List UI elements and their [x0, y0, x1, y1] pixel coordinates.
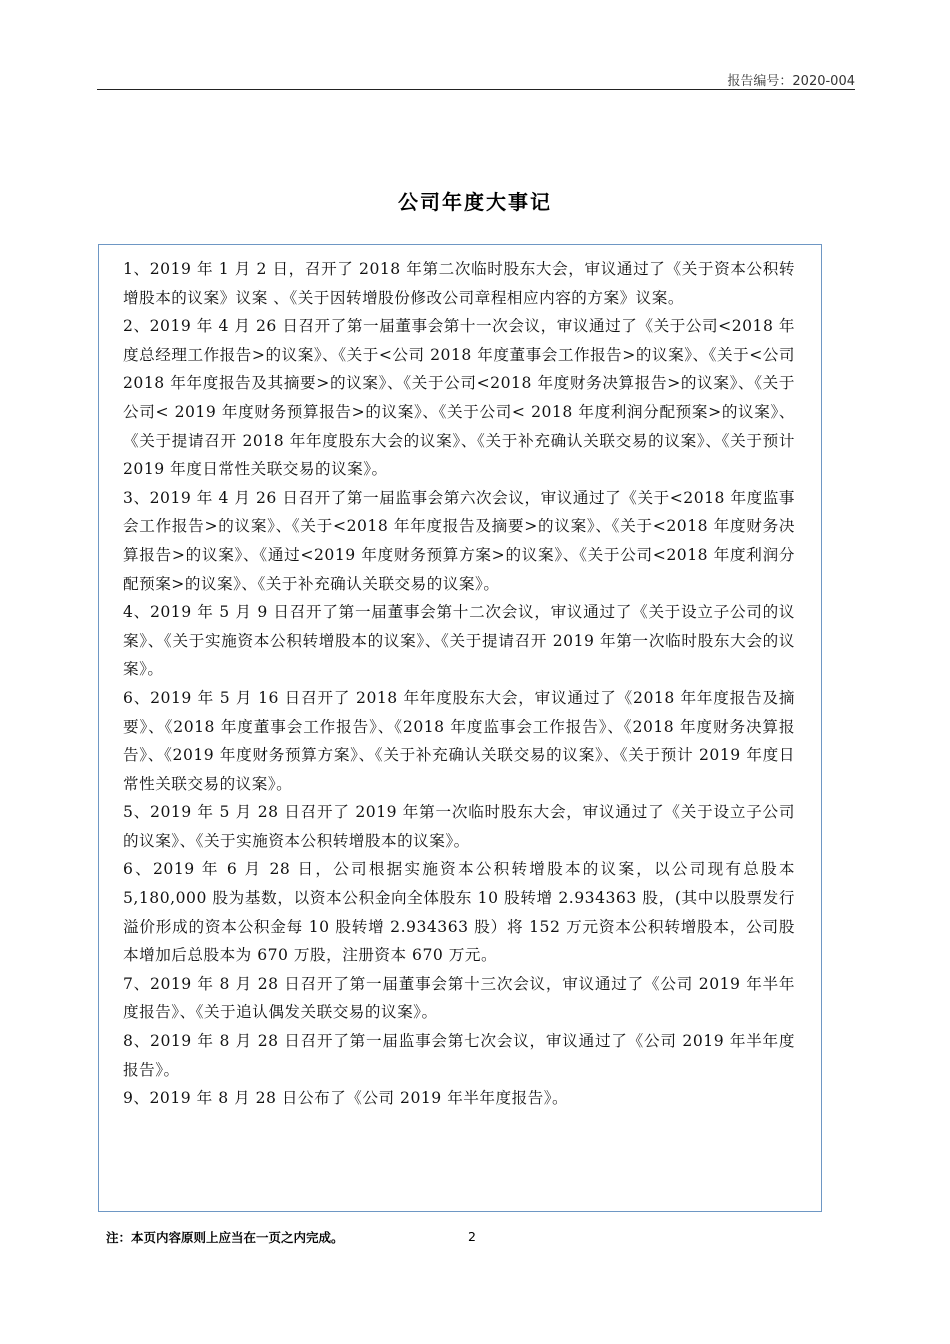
event-item: 8、2019 年 8 月 28 日召开了第一届监事会第七次会议，审议通过了《公司 2019 年半年度报告》。 [123, 1032, 795, 1079]
report-number: 报告编号：2020-004 [727, 74, 855, 89]
event-item: 6、2019 年 6 月 28 日，公司根据实施资本公积转增股本的议案，以公司现有总股本 5,180,000 股为基数，以资本公积金向全体股东 10 股转增 2.934363 股，(其中以股票发行溢价形成的资本公积金每 10 股转增 2.934363 股）将 152 万元资本公积转增股本，公司股本增加后总股本为 670 万股，注册资本 670 万元。 [123, 860, 795, 965]
event-item: 6、2019 年 5 月 16 日召开了 2018 年年度股东大会，审议通过了《2018 年年度报告及摘要》、《2018 年度董事会工作报告》、《2018 年度监事会工作报告》、《2018 年度财务决算报告》、《2019 年度财务预算方案》、《关于补充确认关联交易的议案》、《关于预计 2019 年度日常性关联交易的议案》。 [123, 688, 795, 793]
event-item: 9、2019 年 8 月 28 日公布了《公司 2019 年半年度报告》。 [123, 1089, 569, 1108]
page-title: 公司年度大事记 [398, 190, 552, 214]
event-item: 1、2019 年 1 月 2 日，召开了 2018 年第二次临时股东大会，审议通过了《关于资本公积转增股本的议案》议案 、《关于因转增股份修改公司章程相应内容的方案》议案。 [123, 260, 795, 307]
event-item: 7、2019 年 8 月 28 日召开了第一届董事会第十三次会议，审议通过了《公司 2019 年半年度报告》、《关于追认偶发关联交易的议案》。 [123, 974, 795, 1022]
header-divider [97, 89, 855, 90]
event-item: 3、2019 年 4 月 26 日召开了第一届监事会第六次会议，审议通过了《关于<2018 年度监事会工作报告>的议案》、《关于<2018 年年度报告及摘要>的议案》、《关于<2018 年度财务决算报告>的议案》、《通过<2019 年度财务预算方案>的议案》、《关于公司<2018 年度利润分配预案>的议案》、《关于补充确认关联交易的议案》。 [123, 488, 795, 593]
footer-note: 注：本页内容原则上应当在一页之内完成。 [106, 1230, 344, 1245]
events-list [123, 255, 795, 1113]
event-item: 5、2019 年 5 月 28 日召开了 2019 年第一次临时股东大会，审议通过了《关于设立子公司的议案》、《关于实施资本公积转增股本的议案》。 [123, 803, 795, 850]
page-number: 2 [468, 1229, 476, 1244]
event-item: 4、2019 年 5 月 9 日召开了第一届董事会第十二次会议，审议通过了《关于设立子公司的议案》、《关于实施资本公积转增股本的议案》、《关于提请召开 2019 年第一次临时股东大会的议案》。 [123, 603, 795, 679]
event-item: 2、2019 年 4 月 26 日召开了第一届董事会第十一次会议，审议通过了《关于公司<2018 年度总经理工作报告>的议案》、《关于<公司 2018 年度董事会工作报告>的议案》、《关于<公司 2018 年年度报告及其摘要>的议案》、《关于公司<2018 年度财务决算报告>的议案》、《关于公司< 2019 年度财务预算报告>的议案》、《关于公司< 2018 年度利润分配预案>的议案》、《关于提请召开 2018 年年度股东大会的议案》、《关于补充确认关联交易的议案》、《关于预计 2019 年度日常性关联交易的议案》。 [123, 317, 795, 479]
events-box [98, 244, 822, 1212]
